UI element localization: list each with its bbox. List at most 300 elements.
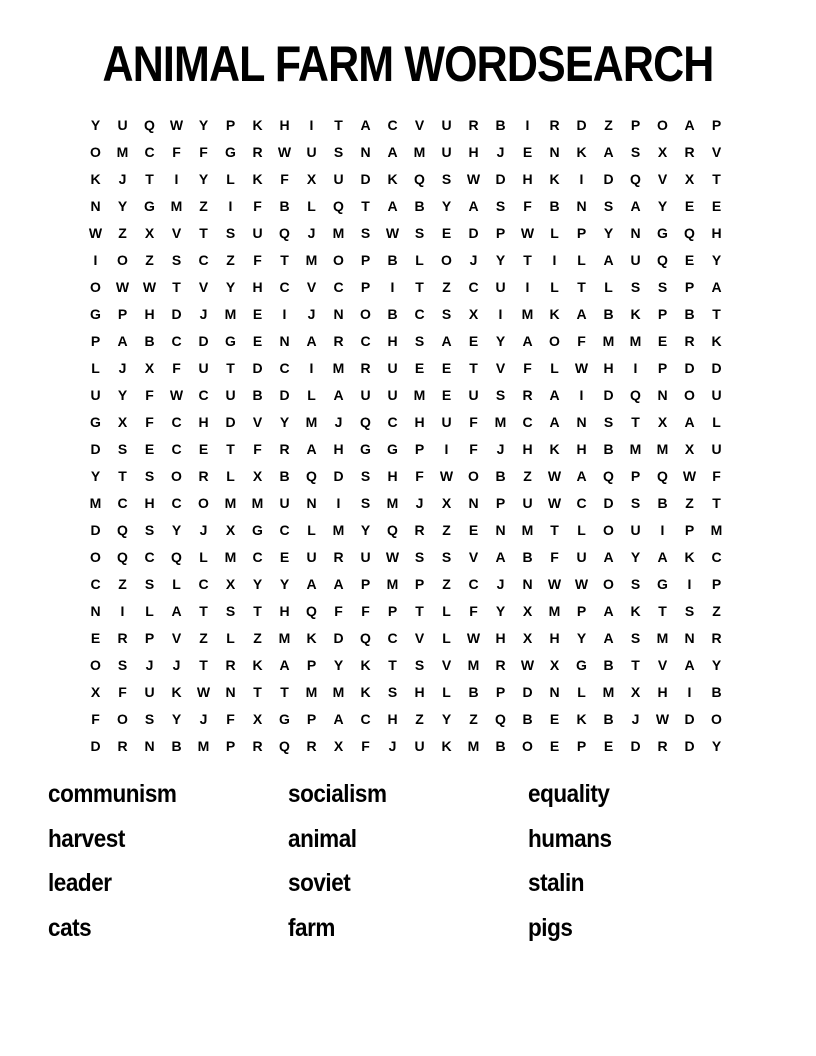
grid-letter: M <box>602 333 615 349</box>
letter-grid <box>82 112 730 760</box>
grid-letter: K <box>549 171 560 187</box>
grid-letter: L <box>712 414 721 430</box>
word-list-item: equality <box>528 780 610 808</box>
grid-letter: A <box>576 306 587 322</box>
grid-letter: X <box>225 522 236 538</box>
grid-letter: J <box>496 576 505 592</box>
grid-letter: X <box>252 468 263 484</box>
grid-letter: O <box>657 117 668 133</box>
grid-letter: F <box>361 603 370 619</box>
grid-letter: A <box>333 711 344 727</box>
grid-letter: Z <box>442 576 451 592</box>
grid-letter: C <box>144 144 155 160</box>
grid-letter: N <box>549 144 560 160</box>
grid-letter: E <box>468 333 479 349</box>
grid-letter: D <box>90 522 101 538</box>
grid-letter: L <box>226 630 235 646</box>
grid-letter: N <box>279 333 290 349</box>
grid-letter: W <box>466 171 481 187</box>
grid-letter: T <box>415 603 424 619</box>
grid-letter: Z <box>226 252 235 268</box>
grid-letter: W <box>520 225 535 241</box>
grid-letter: B <box>144 333 155 349</box>
grid-letter: T <box>631 657 640 673</box>
grid-row <box>82 409 730 436</box>
grid-letter: B <box>171 738 182 754</box>
grid-letter: Q <box>360 630 371 646</box>
grid-letter: N <box>360 144 371 160</box>
grid-letter: P <box>360 252 371 268</box>
grid-letter: P <box>711 576 722 592</box>
grid-letter: M <box>305 684 318 700</box>
grid-letter: B <box>279 468 290 484</box>
grid-letter: T <box>388 657 397 673</box>
grid-letter: T <box>334 117 343 133</box>
grid-letter: C <box>198 252 209 268</box>
grid-letter: M <box>332 225 345 241</box>
grid-letter: E <box>441 360 452 376</box>
word-list-item: pigs <box>528 913 573 942</box>
grid-letter: C <box>387 414 398 430</box>
grid-letter: O <box>711 711 722 727</box>
grid-letter: J <box>334 414 343 430</box>
grid-letter: R <box>549 117 560 133</box>
grid-letter: C <box>252 549 263 565</box>
grid-letter: O <box>333 252 344 268</box>
grid-letter: H <box>603 360 614 376</box>
grid-letter: D <box>360 171 371 187</box>
grid-letter: Z <box>199 630 208 646</box>
grid-letter: K <box>252 117 263 133</box>
grid-row <box>82 679 730 706</box>
grid-letter: H <box>279 117 290 133</box>
grid-letter: K <box>306 630 317 646</box>
grid-letter: S <box>630 576 641 592</box>
grid-letter: U <box>630 522 641 538</box>
grid-letter: T <box>172 279 181 295</box>
grid-letter: D <box>576 117 587 133</box>
grid-letter: Y <box>441 711 452 727</box>
grid-letter: B <box>495 738 506 754</box>
grid-letter: A <box>117 333 128 349</box>
grid-letter: X <box>684 171 695 187</box>
grid-letter: T <box>631 414 640 430</box>
grid-letter: F <box>253 441 262 457</box>
grid-letter: I <box>93 252 98 268</box>
grid-row <box>82 517 730 544</box>
grid-letter: Q <box>603 468 614 484</box>
grid-letter: A <box>468 198 479 214</box>
grid-letter: H <box>279 603 290 619</box>
grid-letter: S <box>414 657 425 673</box>
grid-letter: T <box>523 252 532 268</box>
grid-letter: R <box>684 144 695 160</box>
grid-letter: E <box>657 333 668 349</box>
grid-letter: K <box>252 171 263 187</box>
grid-letter: M <box>224 549 237 565</box>
grid-letter: Q <box>279 738 290 754</box>
grid-letter: P <box>630 117 641 133</box>
grid-letter: T <box>658 603 667 619</box>
grid-letter: C <box>576 495 587 511</box>
grid-letter: D <box>90 441 101 457</box>
grid-letter: N <box>630 225 641 241</box>
grid-letter: B <box>603 657 614 673</box>
grid-letter: H <box>657 684 668 700</box>
grid-letter: T <box>469 360 478 376</box>
grid-letter: C <box>333 279 344 295</box>
grid-letter: R <box>306 738 317 754</box>
grid-letter: A <box>333 387 344 403</box>
grid-letter: T <box>712 306 721 322</box>
grid-letter: D <box>603 387 614 403</box>
grid-letter: P <box>144 630 155 646</box>
grid-letter: D <box>468 225 479 241</box>
grid-letter: G <box>90 306 101 322</box>
grid-letter: Q <box>414 171 425 187</box>
grid-letter: S <box>630 144 641 160</box>
grid-letter: A <box>630 198 641 214</box>
grid-letter: A <box>603 603 614 619</box>
grid-letter: Y <box>171 711 182 727</box>
grid-letter: V <box>414 117 425 133</box>
grid-letter: V <box>171 225 182 241</box>
grid-letter: L <box>415 252 424 268</box>
grid-letter: W <box>466 630 481 646</box>
grid-letter: U <box>441 144 452 160</box>
grid-letter: D <box>252 360 263 376</box>
grid-letter: K <box>549 441 560 457</box>
grid-letter: M <box>116 144 129 160</box>
grid-row <box>82 436 730 463</box>
grid-letter: X <box>657 414 668 430</box>
grid-row <box>82 463 730 490</box>
grid-letter: T <box>145 171 154 187</box>
word-list-item: farm <box>288 913 335 942</box>
grid-letter: A <box>711 279 722 295</box>
grid-letter: T <box>226 441 235 457</box>
grid-row <box>82 625 730 652</box>
grid-letter: I <box>660 522 665 538</box>
grid-letter: V <box>171 630 182 646</box>
grid-letter: I <box>309 117 314 133</box>
grid-letter: F <box>523 360 532 376</box>
grid-letter: U <box>441 117 452 133</box>
grid-letter: M <box>197 738 210 754</box>
grid-letter: C <box>387 630 398 646</box>
grid-letter: V <box>657 657 668 673</box>
grid-letter: Y <box>171 522 182 538</box>
grid-letter: N <box>522 576 533 592</box>
grid-letter: C <box>171 414 182 430</box>
grid-letter: P <box>657 306 668 322</box>
grid-letter: I <box>579 387 584 403</box>
grid-letter: W <box>547 495 562 511</box>
grid-letter: A <box>576 468 587 484</box>
grid-letter: S <box>144 576 155 592</box>
grid-letter: K <box>576 144 587 160</box>
grid-letter: I <box>633 360 638 376</box>
grid-letter: E <box>414 360 425 376</box>
grid-letter: C <box>279 522 290 538</box>
grid-letter: D <box>333 468 344 484</box>
grid-letter: L <box>172 576 181 592</box>
grid-letter: C <box>360 711 371 727</box>
grid-letter: B <box>603 711 614 727</box>
grid-letter: A <box>360 117 371 133</box>
grid-letter: S <box>630 495 641 511</box>
grid-letter: G <box>252 522 263 538</box>
grid-letter: X <box>90 684 101 700</box>
grid-letter: A <box>603 549 614 565</box>
grid-letter: W <box>547 468 562 484</box>
grid-letter: X <box>225 576 236 592</box>
grid-letter: B <box>522 549 533 565</box>
grid-letter: V <box>306 279 317 295</box>
grid-letter: I <box>390 279 395 295</box>
grid-row <box>82 301 730 328</box>
grid-letter: C <box>468 576 479 592</box>
grid-letter: D <box>603 495 614 511</box>
grid-letter: C <box>522 414 533 430</box>
grid-letter: U <box>711 441 722 457</box>
grid-letter: S <box>495 198 506 214</box>
grid-letter: Z <box>118 576 127 592</box>
grid-letter: C <box>171 495 182 511</box>
grid-letter: P <box>90 333 101 349</box>
grid-letter: E <box>549 738 560 754</box>
grid-letter: P <box>495 495 506 511</box>
grid-letter: H <box>387 333 398 349</box>
grid-letter: M <box>521 306 534 322</box>
grid-letter: E <box>684 198 695 214</box>
grid-letter: D <box>603 171 614 187</box>
grid-letter: E <box>684 252 695 268</box>
grid-letter: P <box>225 738 236 754</box>
grid-letter: M <box>602 684 615 700</box>
word-list-item: soviet <box>288 869 351 897</box>
grid-letter: V <box>441 657 452 673</box>
grid-letter: S <box>360 468 371 484</box>
grid-letter: C <box>279 360 290 376</box>
grid-letter: I <box>309 360 314 376</box>
grid-letter: Q <box>117 549 128 565</box>
grid-letter: A <box>684 117 695 133</box>
grid-letter: X <box>144 360 155 376</box>
grid-letter: B <box>414 198 425 214</box>
grid-letter: G <box>657 225 668 241</box>
grid-letter: M <box>224 495 237 511</box>
grid-letter: I <box>525 279 530 295</box>
grid-letter: P <box>306 711 317 727</box>
grid-letter: J <box>199 306 208 322</box>
grid-letter: D <box>711 360 722 376</box>
grid-letter: T <box>199 657 208 673</box>
grid-letter: E <box>441 225 452 241</box>
grid-letter: R <box>468 117 479 133</box>
grid-letter: S <box>441 306 452 322</box>
grid-letter: J <box>145 657 154 673</box>
grid-letter: B <box>495 468 506 484</box>
grid-letter: I <box>120 603 125 619</box>
grid-letter: O <box>117 252 128 268</box>
grid-letter: J <box>307 225 316 241</box>
grid-letter: D <box>495 171 506 187</box>
grid-letter: R <box>522 387 533 403</box>
grid-letter: N <box>468 495 479 511</box>
grid-letter: H <box>576 441 587 457</box>
grid-letter: S <box>360 495 371 511</box>
grid-letter: Y <box>90 117 101 133</box>
grid-letter: E <box>198 441 209 457</box>
grid-letter: X <box>333 738 344 754</box>
word-list-item: cats <box>48 913 92 942</box>
grid-letter: I <box>336 495 341 511</box>
grid-letter: Z <box>145 252 154 268</box>
grid-letter: B <box>387 252 398 268</box>
word-list-item: animal <box>288 824 357 853</box>
grid-letter: D <box>684 360 695 376</box>
grid-letter: D <box>630 738 641 754</box>
grid-letter: R <box>657 738 668 754</box>
grid-letter: T <box>280 252 289 268</box>
grid-letter: R <box>117 738 128 754</box>
grid-letter: M <box>332 522 345 538</box>
grid-letter: M <box>170 198 183 214</box>
word-list-item: humans <box>528 824 612 853</box>
grid-letter: Q <box>684 225 695 241</box>
grid-letter: N <box>306 495 317 511</box>
grid-letter: S <box>441 171 452 187</box>
grid-letter: W <box>169 387 184 403</box>
grid-letter: U <box>468 387 479 403</box>
word-list-item: harvest <box>48 824 125 853</box>
grid-letter: F <box>469 441 478 457</box>
grid-letter: A <box>603 630 614 646</box>
grid-letter: X <box>441 495 452 511</box>
grid-letter: F <box>226 711 235 727</box>
grid-letter: V <box>495 360 506 376</box>
grid-letter: Z <box>118 225 127 241</box>
grid-letter: M <box>278 630 291 646</box>
grid-letter: U <box>414 738 425 754</box>
grid-letter: B <box>549 198 560 214</box>
grid-letter: W <box>385 225 400 241</box>
grid-letter: K <box>684 549 695 565</box>
grid-letter: P <box>576 225 587 241</box>
grid-letter: I <box>228 198 233 214</box>
grid-letter: F <box>334 603 343 619</box>
grid-letter: F <box>415 468 424 484</box>
grid-letter: T <box>199 603 208 619</box>
grid-letter: O <box>468 468 479 484</box>
grid-letter: J <box>172 657 181 673</box>
grid-letter: N <box>549 684 560 700</box>
grid-letter: N <box>576 414 587 430</box>
grid-letter: Q <box>171 549 182 565</box>
grid-letter: K <box>441 738 452 754</box>
grid-letter: J <box>307 306 316 322</box>
grid-letter: W <box>277 144 292 160</box>
grid-letter: T <box>226 360 235 376</box>
grid-letter: D <box>171 306 182 322</box>
grid-letter: T <box>118 468 127 484</box>
grid-letter: Y <box>576 630 587 646</box>
grid-letter: N <box>144 738 155 754</box>
grid-letter: U <box>387 387 398 403</box>
grid-letter: N <box>225 684 236 700</box>
grid-letter: W <box>385 549 400 565</box>
grid-letter: R <box>252 738 263 754</box>
grid-letter: W <box>682 468 697 484</box>
grid-letter: S <box>144 468 155 484</box>
grid-letter: U <box>333 171 344 187</box>
grid-letter: R <box>684 333 695 349</box>
grid-letter: Z <box>712 603 721 619</box>
word-list <box>48 778 768 956</box>
grid-letter: H <box>387 711 398 727</box>
grid-letter: O <box>90 279 101 295</box>
grid-letter: N <box>90 603 101 619</box>
grid-letter: S <box>684 603 695 619</box>
grid-letter: O <box>549 333 560 349</box>
grid-letter: P <box>360 279 371 295</box>
grid-letter: K <box>171 684 182 700</box>
grid-letter: X <box>684 441 695 457</box>
grid-letter: B <box>279 198 290 214</box>
grid-letter: P <box>117 306 128 322</box>
grid-letter: F <box>145 387 154 403</box>
grid-letter: D <box>225 414 236 430</box>
grid-letter: M <box>548 603 561 619</box>
grid-letter: Y <box>279 414 290 430</box>
grid-letter: X <box>468 306 479 322</box>
grid-letter: P <box>576 738 587 754</box>
grid-letter: Y <box>495 603 506 619</box>
grid-letter: E <box>144 441 155 457</box>
grid-letter: B <box>684 306 695 322</box>
grid-letter: L <box>550 225 559 241</box>
grid-letter: Y <box>333 657 344 673</box>
grid-letter: Q <box>117 522 128 538</box>
grid-letter: R <box>360 360 371 376</box>
grid-letter: M <box>629 441 642 457</box>
grid-letter: M <box>656 441 669 457</box>
grid-letter: C <box>414 306 425 322</box>
grid-letter: N <box>495 522 506 538</box>
grid-letter: C <box>117 495 128 511</box>
grid-letter: H <box>549 630 560 646</box>
grid-letter: N <box>657 387 668 403</box>
grid-letter: Y <box>603 225 614 241</box>
grid-letter: F <box>361 738 370 754</box>
grid-letter: P <box>711 117 722 133</box>
grid-letter: A <box>387 198 398 214</box>
grid-letter: O <box>603 522 614 538</box>
grid-letter: H <box>198 414 209 430</box>
grid-letter: S <box>603 198 614 214</box>
grid-letter: E <box>252 306 263 322</box>
grid-letter: M <box>332 360 345 376</box>
grid-letter: F <box>280 171 289 187</box>
grid-row <box>82 355 730 382</box>
grid-letter: A <box>279 657 290 673</box>
grid-row <box>82 571 730 598</box>
grid-row <box>82 382 730 409</box>
grid-letter: B <box>495 117 506 133</box>
grid-letter: R <box>333 333 344 349</box>
grid-letter: U <box>387 360 398 376</box>
